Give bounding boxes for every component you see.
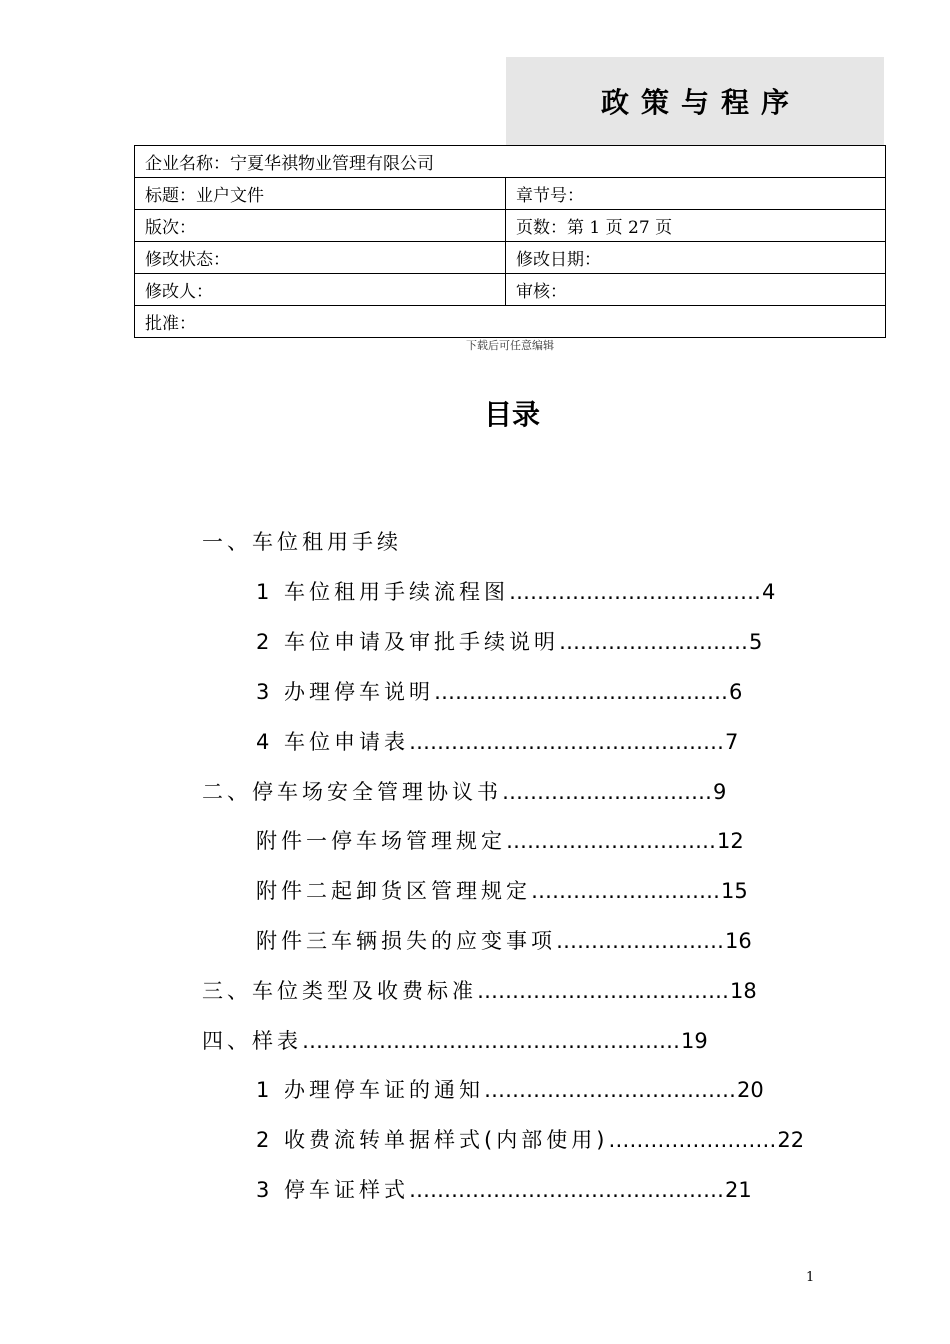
toc-entry[interactable] xyxy=(256,825,744,855)
toc-leader-dots: ……………………… xyxy=(531,879,720,903)
toc-entry-title: 1 车位租用手续流程图 xyxy=(256,580,510,604)
toc-leader-dots: …………………………………… xyxy=(434,680,729,704)
toc-entry-page: 21 xyxy=(725,1178,752,1202)
toc-entry-title: 附件二起卸货区管理规定 xyxy=(256,879,531,903)
toc-entry-page: 12 xyxy=(717,829,744,853)
toc-entry-page: 16 xyxy=(725,929,752,953)
toc-entry-title: 3 办理停车说明 xyxy=(256,680,435,704)
revision-status-cell: 修改状态： xyxy=(135,242,506,274)
title-cell: 标题：业户文件 xyxy=(135,178,506,210)
toc-entry-title: 1 办理停车证的通知 xyxy=(256,1078,485,1102)
toc-entry-title: 2 车位申请及审批手续说明 xyxy=(256,630,560,654)
toc-entry-title: 四、样表 xyxy=(202,1029,302,1053)
edition-cell: 版次： xyxy=(135,210,506,242)
toc-leader-dots: ……………………………………… xyxy=(409,1178,725,1202)
toc-entry[interactable] xyxy=(256,726,738,756)
toc-entry[interactable] xyxy=(202,526,402,556)
toc-entry-page: 6 xyxy=(729,680,743,704)
toc-entry-page: 7 xyxy=(725,730,739,754)
toc-entry[interactable] xyxy=(202,1025,708,1055)
toc-leader-dots: …………………… xyxy=(608,1128,777,1152)
toc-entry-page: 15 xyxy=(721,879,748,903)
toc-leader-dots: ……………………………… xyxy=(484,1078,737,1102)
toc-entry-title: 三、车位类型及收费标准 xyxy=(202,979,477,1003)
toc-leader-dots: ……………………………… xyxy=(509,580,762,604)
toc-entry-page: 4 xyxy=(762,580,776,604)
toc-entry-page: 19 xyxy=(681,1029,708,1053)
toc-leader-dots: …………………… xyxy=(556,929,724,953)
toc-entry-title: 2 收费流转单据样式(内部使用) xyxy=(256,1128,609,1152)
toc-leader-dots: ………………………… xyxy=(502,780,712,804)
toc-entry-title: 3 停车证样式 xyxy=(256,1178,410,1202)
toc-entry-title: 二、停车场安全管理协议书 xyxy=(202,780,502,804)
reviewer-cell: 审核： xyxy=(506,274,886,306)
toc-entry[interactable] xyxy=(256,676,742,706)
toc-leader-dots: ……………………………………………… xyxy=(302,1029,680,1053)
toc-entry[interactable] xyxy=(256,1174,752,1204)
toc-leader-dots: ……………………… xyxy=(559,630,749,654)
toc-entry-title: 一、车位租用手续 xyxy=(202,530,402,554)
toc-entry[interactable] xyxy=(256,1124,804,1154)
page-number: 1 xyxy=(806,1270,815,1285)
toc-entry-page: 22 xyxy=(777,1128,805,1152)
toc-entry-page: 18 xyxy=(730,979,757,1003)
toc-entry-page: 9 xyxy=(713,780,727,804)
toc-leader-dots: ………………………… xyxy=(506,829,716,853)
document-title: 政策与程序 xyxy=(600,86,801,119)
toc-entry[interactable] xyxy=(202,776,726,806)
toc-entry-title: 附件三车辆损失的应变事项 xyxy=(256,929,556,953)
toc-leader-dots: ……………………………… xyxy=(477,979,729,1003)
pages-cell: 页数：第 1 页 27 页 xyxy=(506,210,886,242)
toc-entry[interactable] xyxy=(256,925,752,955)
toc-leader-dots: ……………………………………… xyxy=(409,730,725,754)
edit-note: 下载后可任意编辑 xyxy=(466,339,554,352)
toc-entry[interactable] xyxy=(256,576,775,606)
toc-entry[interactable] xyxy=(256,626,762,656)
company-cell: 企业名称：宁夏华祺物业管理有限公司 xyxy=(135,146,886,178)
toc-entry[interactable] xyxy=(202,975,757,1005)
toc-entry-page: 20 xyxy=(737,1078,764,1102)
toc-heading: 目录 xyxy=(483,398,540,431)
toc-entry[interactable] xyxy=(256,1074,764,1104)
chapter-cell: 章节号： xyxy=(506,178,886,210)
revision-date-cell: 修改日期： xyxy=(506,242,886,274)
toc-entry-title: 4 车位申请表 xyxy=(256,730,410,754)
approver-cell: 批准： xyxy=(135,306,886,338)
toc-entry-page: 5 xyxy=(749,630,763,654)
revised-by-cell: 修改人： xyxy=(135,274,506,306)
toc-entry[interactable] xyxy=(256,875,748,905)
toc-entry-title: 附件一停车场管理规定 xyxy=(256,829,506,853)
